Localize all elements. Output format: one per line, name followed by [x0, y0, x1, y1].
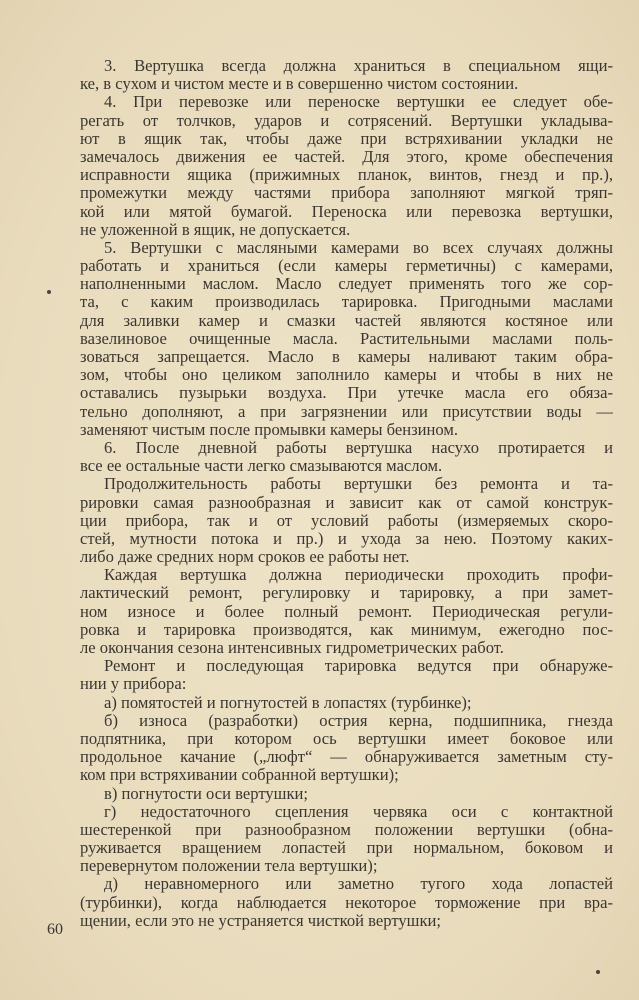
paragraph — [80, 785, 613, 803]
print-speck — [47, 290, 51, 294]
text-line: стей, мутности потока и пр.) и ухода за нею. Поэтому каких- — [80, 529, 613, 548]
text-line: ке, в сухом и чистом месте и в совершенно чистом состоянии. — [80, 75, 519, 94]
text-line: 5. Вертушки с масляными камерами во всех случаях должны — [104, 238, 613, 257]
paragraph — [80, 694, 613, 712]
paragraph — [80, 875, 613, 930]
text-line: 4. При перевозке или переноске вертушки ее следует обе- — [104, 93, 613, 112]
paragraph — [80, 803, 613, 876]
text-line: ют в ящик так, чтобы даже при встряхивании укладки не — [80, 129, 613, 148]
paragraph — [80, 657, 613, 693]
text-line: наполненными маслом. Масло следует применять того же сор- — [80, 275, 613, 294]
text-line: зом, чтобы оно целиком заполнило камеры и чтобы в них не — [80, 366, 613, 385]
text-line: работать и храниться (если камеры герметичны) с камерами, — [80, 257, 613, 276]
text-line: Продолжительность работы вертушки без ремонта и та- — [104, 475, 613, 494]
page-number: 60 — [47, 921, 63, 938]
text-line: замечалось движения ее частей. Для этого, кроме обеспечения — [80, 147, 613, 166]
text-line: либо даже средних норм сроков ее работы нет. — [80, 548, 410, 567]
text-line: оставались пузырьки воздуха. При утечке масла его обяза- — [80, 384, 613, 403]
text-line: кой или мятой бумагой. Переноска или перевозка вертушки, — [80, 202, 613, 221]
text-line: ком при встряхивании собранной вертушки); — [80, 766, 399, 785]
text-line: зоваться запрещается. Масло в камеры наливают таким обра- — [80, 348, 613, 366]
paragraph — [80, 57, 613, 93]
paragraph — [80, 239, 613, 439]
text-line: подпятника, при котором ось вертушки имеет боковое или — [80, 729, 613, 748]
text-line: руживается вращением лопастей при нормальном, боковом и — [80, 839, 613, 858]
text-line: продольное качание („люфт“ — обнаруживается заметным сту- — [80, 748, 613, 767]
text-line: Каждая вертушка должна периодически проходить профи- — [104, 566, 613, 585]
paragraph — [80, 712, 613, 785]
text-line: г) недостаточного сцепления червяка оси с контактной — [104, 802, 613, 821]
text-line: не уложенной в ящик, не допускается. — [80, 220, 351, 239]
text-line: щении, если это не устраняется чисткой вертушки; — [80, 911, 442, 930]
text-line: тельно дополняют, а при загрязнении или присутствии воды — — [80, 402, 613, 421]
text-line: д) неравномерного или заметно тугого хода лопастей — [104, 875, 613, 894]
paragraph — [80, 439, 613, 475]
text-line: 6. После дневной работы вертушка насухо протирается и — [104, 438, 613, 457]
text-line: для заливки камер и смазки частей являются костяное или — [80, 311, 613, 330]
print-speck — [596, 970, 600, 974]
text-line: регать от толчков, ударов и сотрясений. Вертушки укладыва- — [80, 111, 613, 130]
text-line: ровка и тарировка производятся, как минимум, ежегодно пос- — [80, 620, 613, 639]
text-line: перевернутом положении тела вертушки); — [80, 857, 378, 876]
text-line: а) помятостей и погнутостей в лопастях (турбинке); — [104, 693, 472, 712]
text-line: шестеренкой при разнообразном положении вертушки (обна- — [80, 820, 613, 839]
text-line: рировки самая разнообразная и зависит как от самой конструк- — [80, 493, 613, 512]
text-line: исправности ящика (прижимных планок, винтов, гнезд и пр.), — [80, 166, 613, 185]
text-line: (турбинки), когда наблюдается некоторое торможение при вра- — [80, 893, 613, 912]
text-line: в) погнутости оси вертушки; — [104, 784, 309, 803]
text-line: лактический ремонт, регулировку и тарировку, а при замет- — [80, 584, 613, 603]
text-line: б) износа (разработки) острия керна, подшипника, гнезда — [104, 711, 613, 730]
text-line: вазелиновое очищенные масла. Растительными маслами поль- — [80, 329, 613, 348]
text-line: ном износе и более полный ремонт. Периодическая регули- — [80, 602, 613, 621]
paragraph — [80, 93, 613, 239]
text-line: ции прибора, так и от условий работы (измеряемых скоро- — [80, 511, 613, 530]
paragraph — [80, 475, 613, 566]
text-line: ле окончания сезона интенсивных гидрометрических работ. — [80, 639, 504, 657]
text-line: нии у прибора: — [80, 675, 187, 694]
page-body-text — [80, 57, 613, 930]
text-line: Ремонт и последующая тарировка ведутся при обнаруже- — [104, 657, 613, 676]
text-line: заменяют чистым после промывки камеры бензином. — [80, 420, 459, 439]
text-line: все ее остальные части легко смазываются маслом. — [80, 457, 443, 476]
text-line: 3. Вертушка всегда должна храниться в специальном ящи- — [104, 57, 613, 75]
text-line: промежутки между частями прибора заполняют мягкой тряп- — [80, 184, 613, 203]
paragraph — [80, 566, 613, 657]
text-line: та, с каким производилась тарировка. Пригодными маслами — [80, 293, 613, 312]
